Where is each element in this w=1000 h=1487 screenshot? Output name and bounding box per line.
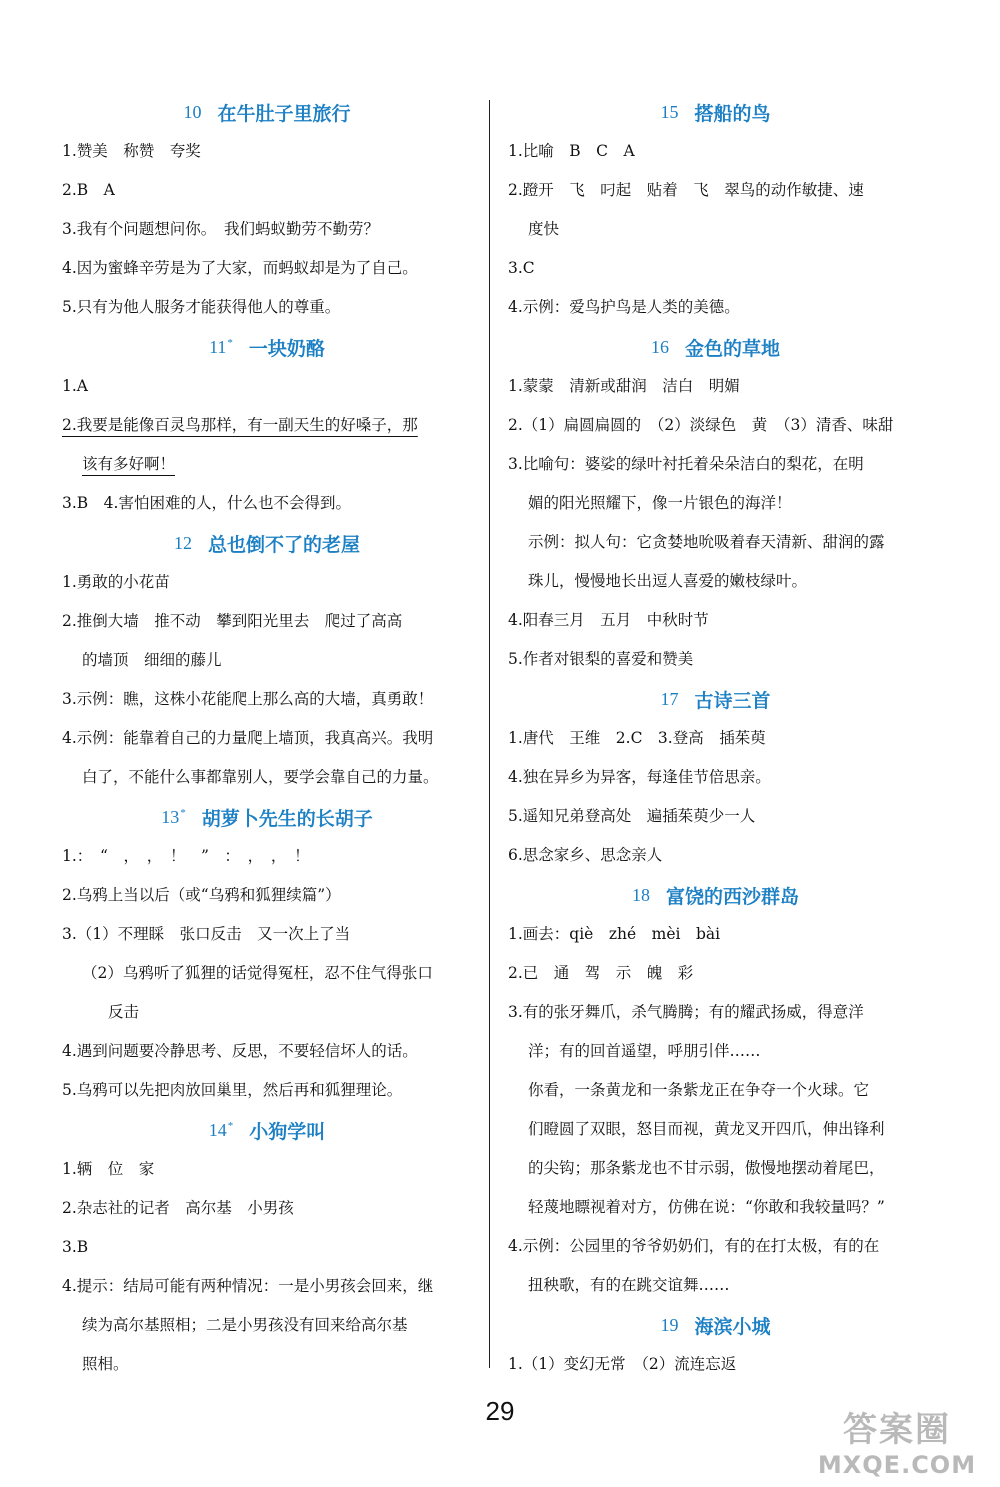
- section-title: 富饶的西沙群岛: [665, 885, 799, 908]
- answer-line: 3.比喻句：婆娑的绿叶衬托着朵朵洁白的梨花，在明: [508, 455, 864, 473]
- answer-line: 1.： “ ， ， ！ ” ： ， ， ！: [62, 847, 310, 865]
- answer-line: 3.B 4.害怕困难的人，什么也不会得到。: [62, 494, 351, 512]
- answer-line: 们瞪圆了双眼，怒目而视，黄龙叉开四爪，伸出锋利: [528, 1120, 885, 1138]
- column-divider: [489, 100, 490, 1368]
- answer-line: 6.思念家乡、思念亲人: [508, 846, 663, 864]
- section-number: 12: [173, 532, 192, 553]
- answer-line: 5.作者对银梨的喜爱和赞美: [508, 650, 694, 668]
- section-heading-19: [508, 1305, 923, 1345]
- answer-line-underlined: 该有多好啊！: [82, 455, 176, 473]
- answer-line: 1.蒙蒙 清新或甜润 洁白 明媚: [508, 377, 740, 395]
- section-heading-13: [62, 797, 472, 837]
- answer-line: 4.遇到问题要冷静思考、反思，不要轻信坏人的话。: [62, 1042, 418, 1060]
- section-heading-10: [62, 92, 472, 132]
- site-watermark: [812, 1402, 982, 1479]
- section-number: 17: [660, 688, 679, 709]
- answer-line: 2.蹬开 飞 叼起 贴着 飞 翠鸟的动作敏捷、速: [508, 181, 864, 199]
- answer-line: 你看，一条黄龙和一条紫龙正在争夺一个火球。它: [528, 1081, 870, 1099]
- section-heading-16: [508, 327, 923, 367]
- answer-line: 珠儿，慢慢地长出逗人喜爱的嫩枝绿叶。: [528, 572, 808, 590]
- section-title: 小狗学叫: [249, 1120, 326, 1143]
- section-heading-11: [62, 327, 472, 367]
- section-number: 15: [660, 101, 679, 122]
- section-heading-14: [62, 1110, 472, 1150]
- answer-line: 示例：拟人句：它贪婪地吮吸着春天清新、甜润的露: [528, 533, 885, 551]
- answer-line: 4.示例：爱鸟护鸟是人类的美德。: [508, 298, 740, 316]
- answer-line: 4.提示：结局可能有两种情况：一是小男孩会回来，继: [62, 1277, 434, 1295]
- answer-line: 2.推倒大墙 推不动 攀到阳光里去 爬过了高高: [62, 612, 403, 630]
- optional-lesson-star: *: [180, 806, 186, 819]
- section-title: 搭船的鸟: [694, 102, 771, 125]
- answer-line: 续为高尔基照相；二是小男孩没有回来给高尔基: [82, 1316, 408, 1334]
- answer-line: 3.示例：瞧，这株小花能爬上那么高的大墙，真勇敢！: [62, 690, 434, 708]
- section-title: 海滨小城: [694, 1315, 771, 1338]
- section-number: 10: [183, 101, 202, 122]
- answer-line: 扭秧歌，有的在跳交谊舞……: [528, 1276, 730, 1294]
- answer-line: 2.（1）扁圆扁圆的 （2）淡绿色 黄 （3）清香、味甜: [508, 416, 894, 434]
- answer-line: 的墙顶 细细的藤儿: [82, 651, 222, 669]
- answer-line: 5.遥知兄弟登高处 遍插茱萸少一人: [508, 807, 756, 825]
- optional-lesson-star: *: [227, 336, 233, 349]
- answer-line: 5.乌鸦可以先把肉放回巢里，然后再和狐狸理论。: [62, 1081, 403, 1099]
- answer-line: 1.比喻 B C A: [508, 142, 635, 160]
- answer-line: 3.我有个问题想问你。 我们蚂蚁勤劳不勤劳？: [62, 220, 380, 238]
- answer-line: 2.B A: [62, 181, 115, 199]
- answer-line: 洋；有的回首遥望，呼朋引伴……: [528, 1042, 761, 1060]
- optional-lesson-star: *: [227, 1119, 234, 1132]
- section-heading-17: [508, 679, 923, 719]
- section-heading-12: [62, 523, 472, 563]
- left-column: [62, 92, 472, 1384]
- answer-line: 轻蔑地瞟视着对方，仿佛在说：“你敢和我较量吗？”: [528, 1198, 885, 1216]
- section-title: 总也倒不了的老屋: [207, 533, 360, 556]
- answer-line: 的尖钩；那条紫龙也不甘示弱，傲慢地摆动着尾巴，: [528, 1159, 885, 1177]
- answer-line: 1.（1）变幻无常 （2）流连忘返: [508, 1355, 737, 1373]
- section-title: 古诗三首: [694, 689, 771, 712]
- answer-line: 3.（1）不理睬 张口反击 又一次上了当: [62, 925, 351, 943]
- answer-line: 3.有的张牙舞爪，杀气腾腾；有的耀武扬威，得意洋: [508, 1003, 864, 1021]
- answer-line: 反击: [108, 1003, 140, 1021]
- answer-line: 4.因为蜜蜂辛劳是为了大家，而蚂蚁却是为了自己。: [62, 259, 418, 277]
- section-number: 14*: [208, 1119, 234, 1140]
- watermark-url: MXQE.COM: [817, 1451, 977, 1479]
- answer-line: 2.已 通 驾 示 魄 彩: [508, 964, 694, 982]
- answer-line: 1.辆 位 家: [62, 1160, 155, 1178]
- section-title: 一块奶酪: [248, 337, 325, 360]
- answer-line: 1.A: [62, 377, 88, 395]
- section-number: 13*: [161, 806, 186, 827]
- answer-line: 4.示例：能靠着自己的力量爬上墙顶，我真高兴。我明: [62, 729, 434, 747]
- answer-line: 2.乌鸦上当以后（或“乌鸦和狐狸续篇”）: [62, 886, 341, 904]
- answer-line: 4.阳春三月 五月 中秋时节: [508, 611, 709, 629]
- answer-line: 3.B: [62, 1238, 89, 1256]
- answer-line: （2）乌鸦听了狐狸的话觉得冤枉，忍不住气得张口: [82, 964, 433, 982]
- right-column: [508, 92, 923, 1384]
- page-number: 29: [485, 1396, 515, 1426]
- section-title: 金色的草地: [684, 337, 780, 360]
- section-number: 18: [631, 884, 650, 905]
- answer-line: 度快: [528, 220, 560, 238]
- watermark-logo-text: 答案圈: [843, 1410, 951, 1450]
- section-number: 19: [660, 1314, 679, 1335]
- answer-line: 2.杂志社的记者 高尔基 小男孩: [62, 1199, 294, 1217]
- answer-line: 3.C: [508, 259, 535, 277]
- answer-line: 1.赞美 称赞 夸奖: [62, 142, 201, 160]
- answer-line: 5.只有为他人服务才能获得他人的尊重。: [62, 298, 341, 316]
- answer-line: 1.勇敢的小花苗: [62, 573, 170, 591]
- answer-line: 1.唐代 王维 2.C 3.登高 插茱萸: [508, 729, 766, 747]
- answer-line: 1.画去：qiè zhé mèi bài: [508, 925, 721, 943]
- answer-line: 白了，不能什么事都靠别人，要学会靠自己的力量。: [82, 768, 439, 786]
- answer-line-underlined: 2.我要是能像百灵鸟那样，有一副天生的好嗓子，那: [62, 416, 418, 434]
- section-number: 11*: [209, 336, 233, 357]
- section-title: 在牛肚子里旅行: [217, 102, 351, 125]
- section-title: 胡萝卜先生的长胡子: [201, 807, 373, 830]
- answer-line: 媚的阳光照耀下，像一片银色的海洋！: [528, 494, 792, 512]
- section-number: 16: [650, 336, 669, 357]
- answer-line: 照相。: [82, 1355, 129, 1373]
- answer-line: 4.独在异乡为异客，每逢佳节倍思亲。: [508, 768, 771, 786]
- answer-line: 4.示例：公园里的爷爷奶奶们，有的在打太极，有的在: [508, 1237, 880, 1255]
- section-heading-15: [508, 92, 923, 132]
- section-heading-18: [508, 875, 923, 915]
